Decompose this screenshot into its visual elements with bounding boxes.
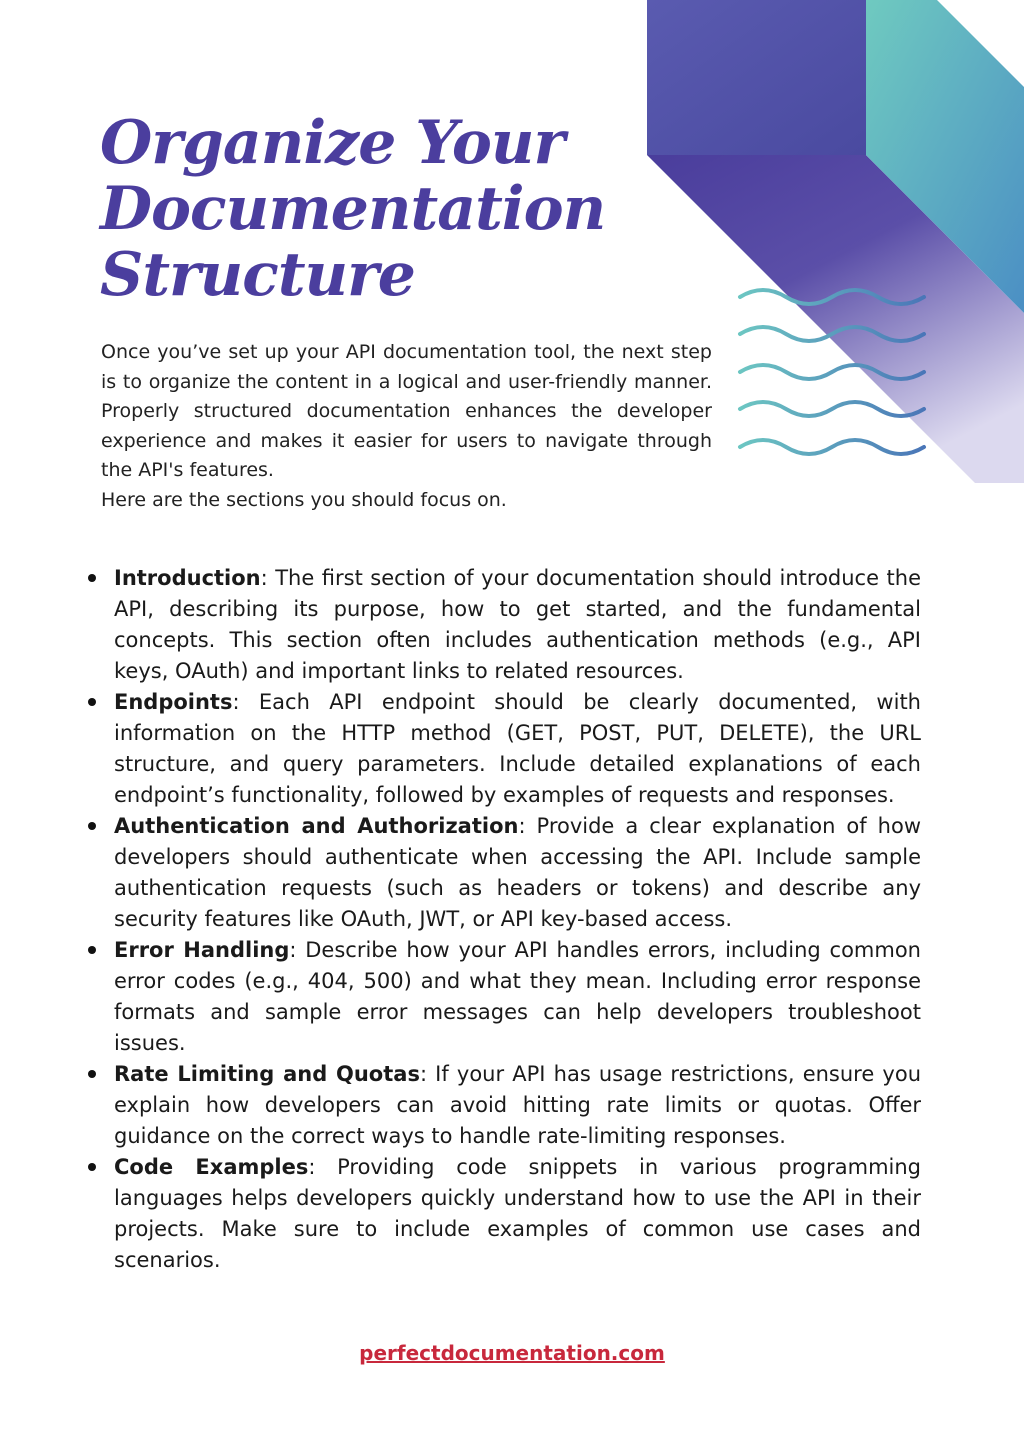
bullet-icon <box>88 698 96 706</box>
intro-text <box>101 338 712 515</box>
section-text: : Provide a clear explanation of how developers should authenticate when accessing the API. Include sample authentication requests (such as headers or tokens) and describe any security features like OAuth, JWT, or API key-based access. <box>114 814 921 931</box>
website-link[interactable]: perfectdocumentation.com <box>359 1341 665 1365</box>
page-title <box>100 110 660 308</box>
section-term: Rate Limiting and Quotas <box>114 1062 420 1086</box>
section-text: : Describe how your API handles errors, including common error codes (e.g., 404, 500) and what they mean. Including error response formats and sample error messages can help developers troubleshoot issues. <box>114 938 921 1055</box>
bullet-icon <box>88 946 96 954</box>
list-item <box>88 1059 921 1152</box>
list-item <box>88 687 921 811</box>
section-term: Error Handling <box>114 938 290 962</box>
section-text: : Providing code snippets in various programming languages helps developers quickly understand how to use the API in their projects. Make sure to include examples of common use cases and scenarios. <box>114 1155 921 1272</box>
section-term: Endpoints <box>114 690 233 714</box>
section-text: : The first section of your documentation should introduce the API, describing its purpose, how to get started, and the fundamental concepts. This section often includes authentication methods (e.g., API keys, OAuth) and important links to related resources. <box>114 566 921 683</box>
section-text: : Each API endpoint should be clearly documented, with information on the HTTP method (GET, POST, PUT, DELETE), the URL structure, and query parameters. Include detailed explanations of each endpoint’s functionality, followed by examples of requests and responses. <box>114 690 921 807</box>
bullet-icon <box>88 1070 96 1078</box>
list-item <box>88 1152 921 1276</box>
bullet-icon <box>88 574 96 582</box>
section-term: Code Examples <box>114 1155 309 1179</box>
sections-list <box>88 563 921 1276</box>
intro-paragraph: Once you’ve set up your API documentation tool, the next step is to organize the content in a logical and user-friendly manner. Properly structured documentation enhances the developer experience and makes it easier for users to navigate through the API's features. <box>101 341 712 481</box>
list-item <box>88 935 921 1059</box>
bullet-icon <box>88 822 96 830</box>
list-item <box>88 811 921 935</box>
top-block-shape <box>647 0 866 155</box>
section-text: : If your API has usage restrictions, ensure you explain how developers can avoid hitting rate limits or quotas. Offer guidance on the correct ways to handle rate-limiting responses. <box>114 1062 922 1148</box>
section-term: Introduction <box>114 566 261 590</box>
title-line: Structure <box>100 240 415 310</box>
intro-followup: Here are the sections you should focus on. <box>101 488 507 511</box>
bullet-icon <box>88 1163 96 1171</box>
title-line: Documentation <box>100 174 606 244</box>
title-line: Organize Your <box>100 108 565 178</box>
section-term: Authentication and Authorization <box>114 814 519 838</box>
list-item <box>88 563 921 687</box>
